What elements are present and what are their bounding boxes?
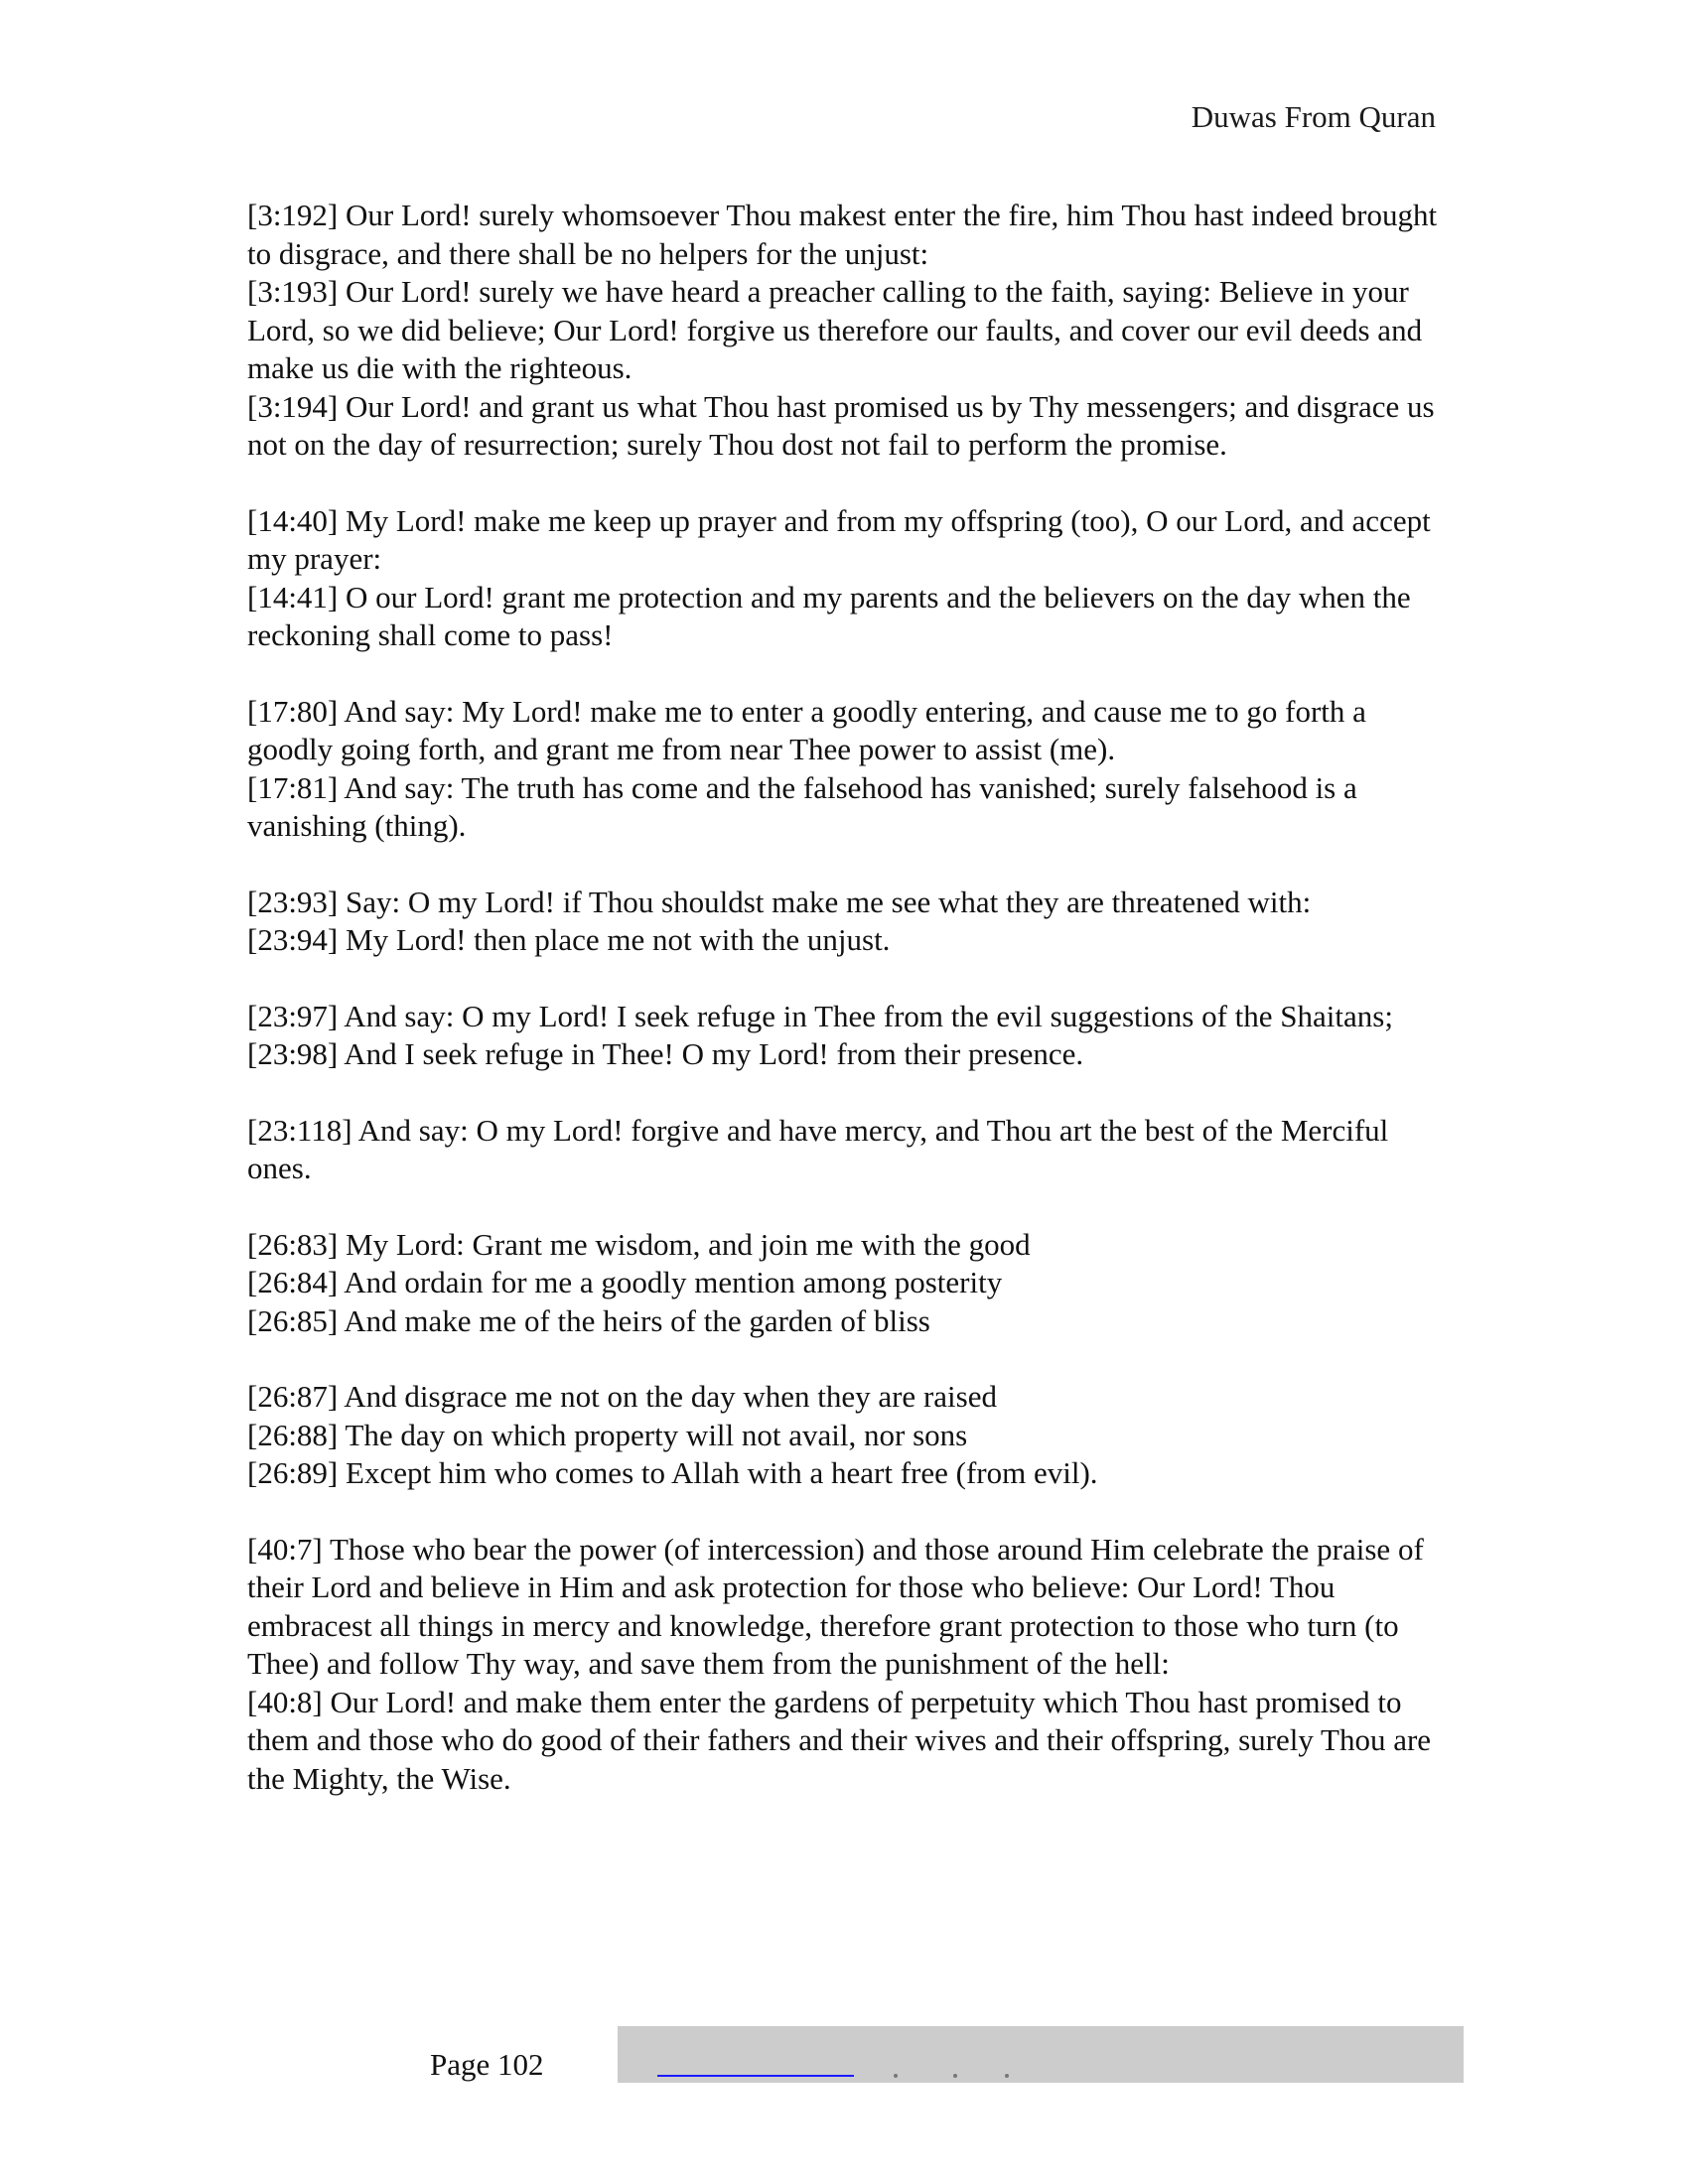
verse-3-192: [3:192] Our Lord! surely whomsoever Thou makest enter the fire, him Thou hast indeed brought to disgrace, and there shall be no helpers for the unjust:	[247, 198, 1438, 271]
verse-17-81: [17:81] And say: The truth has come and the falsehood has vanished; surely falsehood is a vanishing (thing).	[247, 769, 1357, 843]
footer-dot	[894, 2074, 898, 2078]
verse-26-84: [26:84] And ordain for me a goodly mention among posterity	[247, 1265, 1003, 1299]
verse-14-41: [14:41] O our Lord! grant me protection and my parents and the believers on the day when the reckoning shall come to pass!	[247, 579, 1411, 652]
footer-dot	[1005, 2074, 1009, 2078]
verse-23-98: [23:98] And I seek refuge in Thee! O my Lord! from their presence.	[247, 1036, 1084, 1071]
verse-group-40	[247, 1531, 1449, 1799]
verse-40-7: [40:7] Those who bear the power (of intercession) and those around Him celebrate the praise of their Lord and believe in Him and ask protection for those who believe: Our Lord! Thou embracest all things in mercy and knowledge, therefore grant protection to those who turn (to Thee) and follow Thy way, and save them from the punishment of the hell:	[247, 1531, 1424, 1681]
verse-group-23b	[247, 998, 1449, 1074]
verse-group-17	[247, 693, 1449, 846]
page-number: Page 102	[430, 2047, 544, 2082]
verse-group-26a	[247, 1226, 1449, 1341]
verse-group-26b	[247, 1378, 1449, 1493]
verse-group-23a	[247, 884, 1449, 960]
verse-23-94: [23:94] My Lord! then place me not with the unjust.	[247, 922, 891, 957]
verse-23-97: [23:97] And say: O my Lord! I seek refuge in Thee from the evil suggestions of the Shaitans;	[247, 998, 1393, 1033]
verse-3-194: [3:194] Our Lord! and grant us what Thou hast promised us by Thy messengers; and disgrace us not on the day of resurrection; surely Thou dost not fail to perform the promise.	[247, 388, 1435, 462]
running-header: Duwas From Quran	[1191, 99, 1436, 134]
verse-40-8: [40:8] Our Lord! and make them enter the gardens of perpetuity which Thou hast promised to them and those who do good of their fathers and their wives and their offspring, surely Thou are the Mighty, the Wise.	[247, 1684, 1432, 1796]
verse-23-93: [23:93] Say: O my Lord! if Thou shouldst make me see what they are threatened with:	[247, 884, 1312, 919]
footer-link-underline[interactable]	[657, 2075, 854, 2077]
footer-dot	[953, 2074, 957, 2078]
verse-group-3	[247, 197, 1449, 465]
verse-14-40: [14:40] My Lord! make me keep up prayer and from my offspring (too), O our Lord, and accept my prayer:	[247, 502, 1431, 576]
verse-26-88: [26:88] The day on which property will not avail, nor sons	[247, 1417, 968, 1452]
verse-17-80: [17:80] And say: My Lord! make me to enter a goodly entering, and cause me to go forth a goodly going forth, and grant me from near Thee power to assist (me).	[247, 693, 1366, 766]
verse-26-83: [26:83] My Lord: Grant me wisdom, and join me with the good	[247, 1226, 1031, 1262]
verse-3-193: [3:193] Our Lord! surely we have heard a preacher calling to the faith, saying: Believe in your Lord, so we did believe; Our Lord! forgive us therefore our faults, and cover our evil deeds and make us die with the righteous.	[247, 274, 1423, 385]
verse-26-89: [26:89] Except him who comes to Allah with a heart free (from evil).	[247, 1455, 1098, 1490]
verse-26-85: [26:85] And make me of the heirs of the garden of bliss	[247, 1302, 930, 1338]
verse-group-23c	[247, 1112, 1449, 1188]
verse-group-14	[247, 502, 1449, 655]
verse-23-118: [23:118] And say: O my Lord! forgive and have mercy, and Thou art the best of the Merciful ones.	[247, 1112, 1389, 1185]
verse-list	[247, 197, 1449, 1836]
verse-26-87: [26:87] And disgrace me not on the day when they are raised	[247, 1379, 997, 1414]
